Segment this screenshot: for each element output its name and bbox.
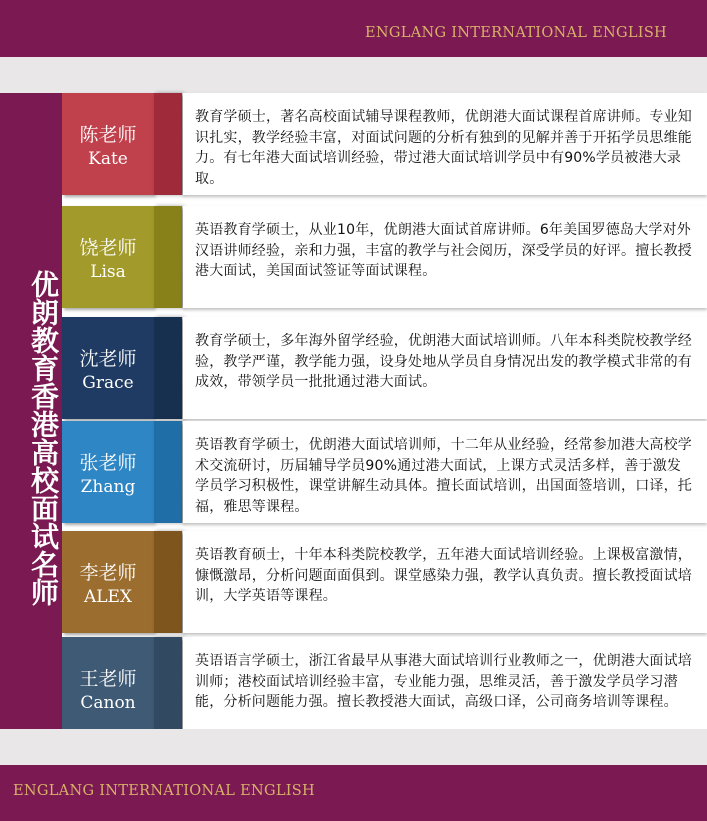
teacher-accent-bar (154, 317, 182, 419)
teacher-en-name: Canon (80, 693, 136, 713)
teacher-accent-bar (154, 637, 182, 739)
teacher-description-box (183, 421, 707, 523)
teacher-description: 教育学硕士，著名高校面试辅导课程教师，优朗港大面试课程首席讲师。专业知识扎实，教学经验丰富，对面试问题的分析有独到的见解并善于开拓学员思维能力。有七年港大面试培训经验，带过港大面试培训学员中有90%学员被港大录取。 (195, 109, 692, 187)
teacher-description: 英语教育硕士，十年本科类院校教学，五年港大面试培训经验。上课极富激情，慷慨激昂，分析问题面面俱到。课堂感染力强，教学认真负责。擅长教授面试培训，大学英语等课程。 (195, 547, 692, 604)
teacher-name-tile (62, 421, 154, 523)
teacher-card (62, 93, 707, 195)
teacher-name-tile (62, 317, 154, 419)
teacher-description-box (183, 531, 707, 633)
teacher-cn-name: 饶老师 (79, 237, 137, 259)
header-brand: ENGLANG INTERNATIONAL ENGLISH (365, 25, 667, 41)
teacher-en-name: Zhang (80, 477, 136, 497)
teacher-accent-bar (154, 206, 182, 308)
teacher-description-box (183, 93, 707, 195)
teacher-accent-bar (154, 531, 182, 633)
teacher-description: 英语教育学硕士，从业10年，优朗港大面试首席讲师。6年美国罗德岛大学对外汉语讲师经验，亲和力强，丰富的教学与社会阅历，深受学员的好评。擅长教授港大面试，美国面试签证等面试课程。 (195, 222, 692, 279)
teacher-description: 英语语言学硕士，浙江省最早从事港大面试培训行业教师之一，优朗港大面试培训师；港校面试培训经验丰富，专业能力强，思维灵活，善于激发学员学习潜能，分析问题能力强。擅长教授港大面试，高级口译，公司商务培训等课程。 (195, 653, 692, 710)
teacher-name-tile (62, 93, 154, 195)
teacher-accent-bar (154, 93, 182, 195)
teacher-description: 英语教育学硕士，优朗港大面试培训师，十二年从业经验，经常参加港大高校学术交流研讨，历届辅导学员90%通过港大面试，上课方式灵活多样，善于激发学员学习积极性，课堂讲解生动具体。擅长面试培训，出国面签培训，口译，托福，雅思等课程。 (195, 437, 692, 515)
side-title-column (0, 93, 62, 735)
bottom-banner (0, 765, 707, 821)
teacher-accent-bar (154, 421, 182, 523)
teacher-cn-name: 沈老师 (79, 348, 137, 370)
teacher-description-box (183, 317, 707, 419)
teacher-cn-name: 王老师 (79, 668, 137, 690)
teacher-description: 教育学硕士，多年海外留学经验，优朗港大面试培训师。八年本科类院校教学经验，教学严谨，教学能力强，设身处地从学员自身情况出发的教学模式非常的有成效，带领学员一批批通过港大面试。 (195, 333, 692, 390)
teacher-card (62, 637, 707, 739)
teacher-en-name: Lisa (90, 262, 126, 282)
teacher-description-box (183, 206, 707, 308)
teacher-name-tile (62, 637, 154, 739)
teacher-en-name: ALEX (83, 587, 133, 607)
teacher-card (62, 317, 707, 419)
teacher-cn-name: 陈老师 (79, 124, 137, 146)
teacher-card (62, 206, 707, 308)
teacher-card (62, 531, 707, 633)
teacher-name-tile (62, 531, 154, 633)
teacher-cn-name: 张老师 (79, 452, 137, 474)
teacher-card (62, 421, 707, 523)
teacher-description-box (183, 637, 707, 739)
top-divider-strip (0, 57, 707, 93)
top-banner (0, 0, 707, 57)
teacher-cn-name: 李老师 (79, 562, 137, 584)
bottom-divider-strip (0, 729, 707, 765)
footer-brand: ENGLANG INTERNATIONAL ENGLISH (13, 783, 315, 799)
teacher-en-name: Kate (88, 149, 128, 169)
teacher-name-tile (62, 206, 154, 308)
teacher-en-name: Grace (82, 373, 134, 393)
side-title: 优朗教育香港高校面试名师 (27, 270, 60, 606)
